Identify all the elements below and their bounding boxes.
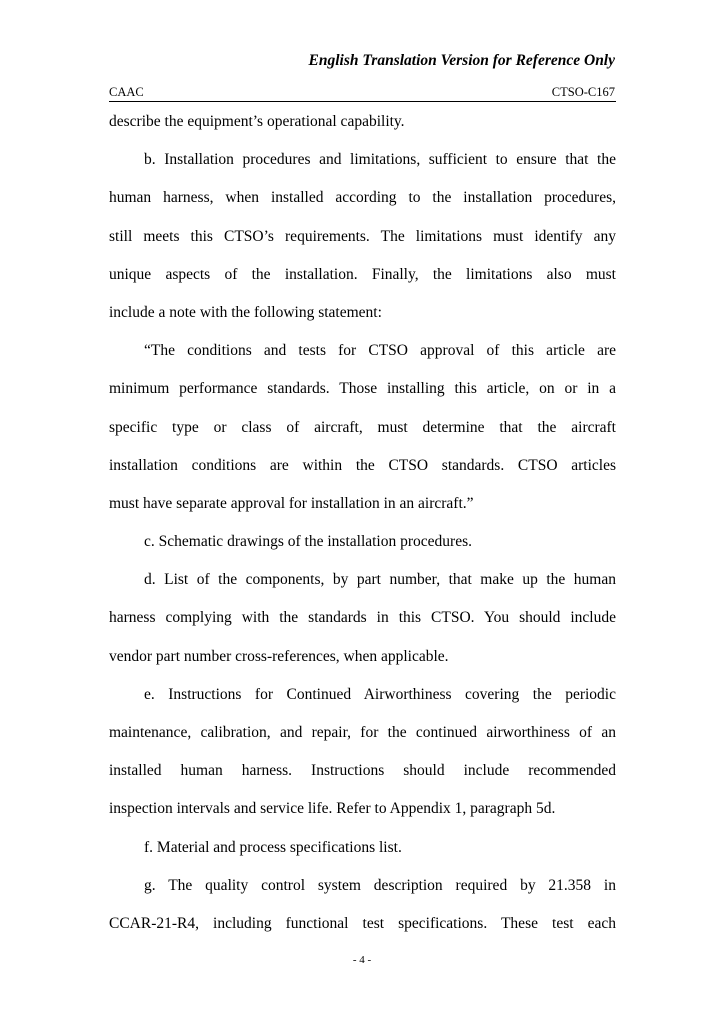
body-text [109,112,616,952]
page-number: - 4 - [352,954,372,966]
body-line: e. Instructions for Continued Airworthiness covering the periodic [144,685,616,703]
body-line: human harness, when installed according to the installation procedures, [109,189,616,207]
body-line: d. List of the components, by part number, that make up the human [144,571,616,589]
body-line: installation conditions are within the CTSO standards. CTSO articles [109,456,616,474]
body-line: b. Installation procedures and limitations, sufficient to ensure that the [144,151,616,169]
header-document-id: CTSO-C167 [551,85,615,99]
body-line: describe the equipment’s operational capability. [109,113,405,130]
body-line: maintenance, calibration, and repair, for the continued airworthiness of an [109,724,616,741]
translation-banner: English Translation Version for Reference Only [308,52,615,69]
body-line: specific type or class of aircraft, must determine that the aircraft [109,418,616,436]
body-line: c. Schematic drawings of the installation procedures. [144,533,472,551]
body-line: “The conditions and tests for CTSO approval of this article are [144,342,616,360]
body-line: vendor part number cross-references, when applicable. [109,647,449,665]
body-line: inspection intervals and service life. Refer to Appendix 1, paragraph 5d. [109,800,556,818]
body-line: g. The quality control system description required by 21.358 in [144,876,616,894]
body-line: include a note with the following statement: [109,303,382,321]
body-line: harness complying with the standards in this CTSO. You should include [109,609,616,627]
body-line: installed human harness. Instructions should include recommended [109,762,616,780]
header-divider [109,101,616,102]
body-line: still meets this CTSO’s requirements. The limitations must identify any [109,227,616,245]
body-line: f. Material and process specifications list. [144,838,402,856]
body-line: unique aspects of the installation. Finally, the limitations also must [109,265,616,283]
body-line: minimum performance standards. Those installing this article, on or in a [109,380,616,398]
header-agency: CAAC [109,85,144,99]
body-line: CCAR-21-R4, including functional test specifications. These test each [109,914,616,932]
body-line: must have separate approval for installation in an aircraft.” [109,494,474,512]
